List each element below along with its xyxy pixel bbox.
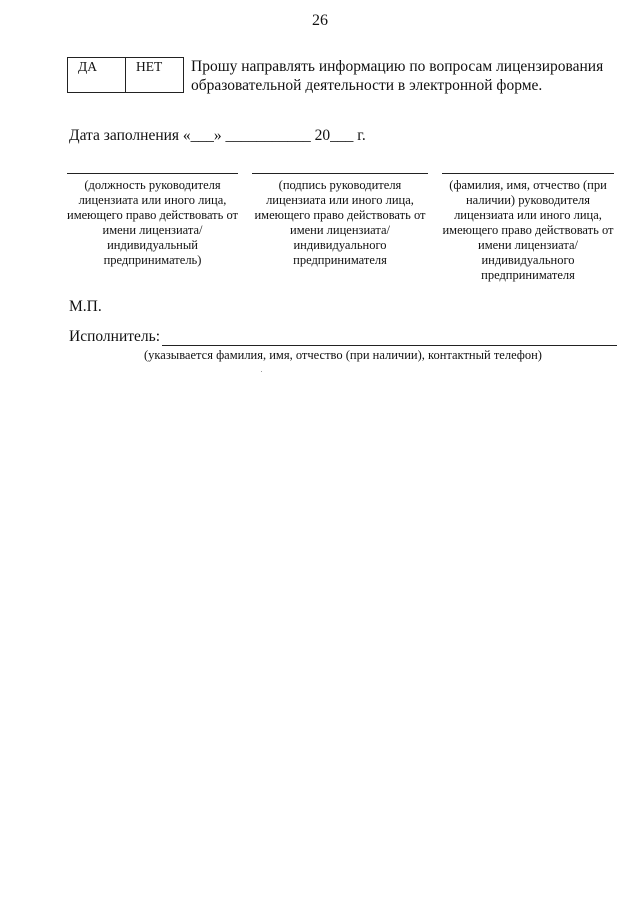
executor-note: (указывается фамилия, имя, отчество (при наличии), контактный телефон) [144,348,542,362]
position-caption: (должность руководителя лицензиата или иного лица, имеющего право действовать от имени лицензиата/ индивидуальный предприниматель) [67,178,239,267]
name-entry-line[interactable] [442,173,614,174]
no-label: НЕТ [136,59,163,74]
yes-cell[interactable] [68,58,125,92]
page-number: 26 [312,12,328,29]
scan-speck [261,371,262,372]
signature-column-position [67,173,238,268]
executor-row [69,328,617,348]
signature-entry-line[interactable] [252,173,428,174]
name-caption: (фамилия, имя, отчество (при наличии) руководителя лицензиата или иного лица, имеющего право действовать от имени лицензиата/ индивидуального предпринимателя [442,178,614,282]
signature-column-name [442,173,614,283]
fill-date-line: Дата заполнения «___» ___________ 20___ г. [69,127,366,144]
signature-caption: (подпись руководителя лицензиата или иного лица, имеющего право действовать от имени лицензиата/ индивидуального предпринимателя [254,178,426,267]
yes-label: ДА [78,59,97,74]
consent-choice-table [67,57,184,93]
electronic-form-request: Прошу направлять информацию по вопросам лицензирования образовательной деятельности в электронной форме. [191,58,604,94]
position-entry-line[interactable] [67,173,238,174]
stamp-place-label: М.П. [69,298,102,315]
executor-label: Исполнитель: [69,328,161,345]
signature-column-signature [252,173,428,268]
no-cell[interactable] [125,58,183,92]
